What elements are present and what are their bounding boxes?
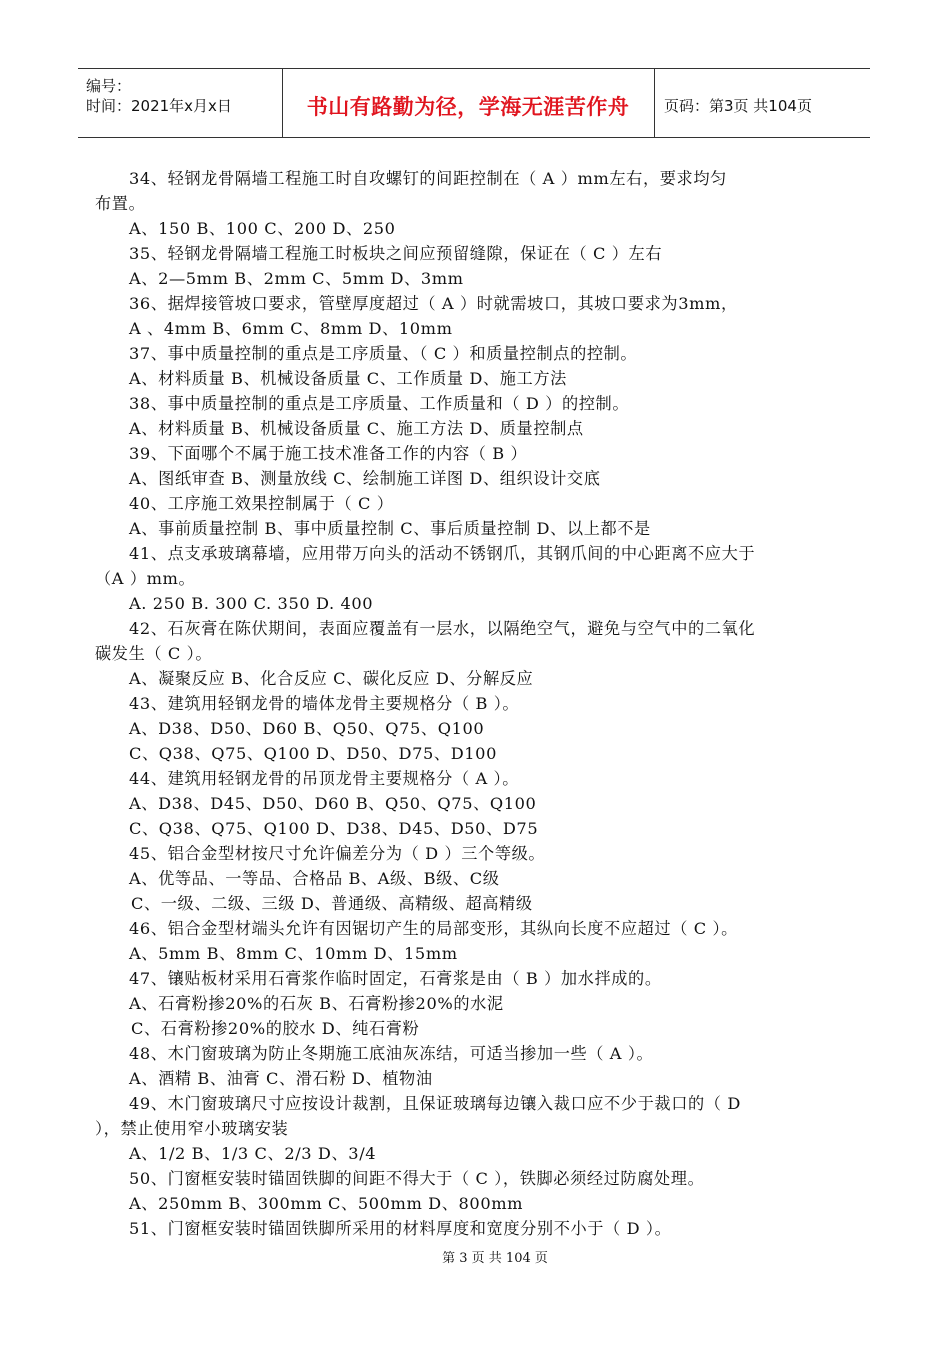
text-line: A、5mm B、8mm C、10mm D、15mm bbox=[129, 944, 458, 963]
text-line: A、事前质量控制 B、事中质量控制 C、事后质量控制 D、以上都不是 bbox=[129, 519, 651, 538]
header-page-cell bbox=[654, 69, 870, 137]
text-line: A 、4mm B、6mm C、8mm D、10mm bbox=[129, 319, 453, 338]
text-line: 39、下面哪个不属于施工技术准备工作的内容（ B ） bbox=[129, 444, 528, 463]
text-line: A、凝聚反应 B、化合反应 C、碳化反应 D、分解反应 bbox=[129, 669, 534, 688]
text-line: 37、事中质量控制的重点是工序质量、（ C ）和质量控制点的控制。 bbox=[129, 344, 638, 363]
text-line: A、2—5mm B、2mm C、5mm D、3mm bbox=[129, 269, 464, 288]
document-time-label: 时间：2021年x月x日 bbox=[86, 97, 232, 115]
page-footer: 第 3 页 共 104 页 bbox=[442, 1251, 548, 1266]
text-line: 51、门窗框安装时锚固铁脚所采用的材料厚度和宽度分别不小于（ D ）。 bbox=[129, 1219, 672, 1238]
text-line: C、一级、二级、三级 D、普通级、高精级、超高精级 bbox=[131, 894, 533, 913]
text-line: 布置。 bbox=[95, 194, 146, 213]
text-line: 34、轻钢龙骨隔墙工程施工时自攻螺钉的间距控制在（ A ）mm左右，要求均匀 bbox=[129, 169, 727, 188]
header-page-number: 页码：第3页 共104页 bbox=[664, 97, 812, 115]
text-line: A、150 B、100 C、200 D、250 bbox=[129, 219, 396, 238]
text-line: 43、建筑用轻钢龙骨的墙体龙骨主要规格分（ B ）。 bbox=[129, 694, 520, 713]
text-line: A、优等品、一等品、合格品 B、A级、B级、C级 bbox=[129, 869, 500, 888]
text-line: A、石膏粉掺20%的石灰 B、石膏粉掺20%的水泥 bbox=[129, 994, 504, 1013]
text-line: 48、木门窗玻璃为防止冬期施工底油灰冻结，可适当掺加一些（ A ）。 bbox=[129, 1044, 654, 1063]
header-meta-cell bbox=[78, 69, 283, 137]
header-motto: 书山有路勤为径，学海无涯苦作舟 bbox=[306, 95, 630, 119]
text-line: 50、门窗框安装时锚固铁脚的间距不得大于（ C ），铁脚必须经过防腐处理。 bbox=[129, 1169, 705, 1188]
text-line: 49、木门窗玻璃尺寸应按设计裁割，且保证玻璃每边镶入裁口应不少于裁口的（ D bbox=[129, 1094, 741, 1113]
text-line: 36、据焊接管坡口要求，管壁厚度超过（ A ）时就需坡口，其坡口要求为3mm， bbox=[129, 294, 738, 313]
text-line: C、石膏粉掺20%的胶水 D、纯石膏粉 bbox=[131, 1019, 420, 1038]
text-line: A、酒精 B、油膏 C、滑石粉 D、植物油 bbox=[129, 1069, 433, 1088]
text-line: A. 250 B. 300 C. 350 D. 400 bbox=[129, 594, 374, 613]
text-line: 碳发生（ C ）。 bbox=[95, 644, 213, 663]
question-list bbox=[95, 166, 850, 1241]
text-line: A、材料质量 B、机械设备质量 C、施工方法 D、质量控制点 bbox=[129, 419, 584, 438]
text-line: 40、工序施工效果控制属于（ C ） bbox=[129, 494, 394, 513]
text-line: A、图纸审查 B、测量放线 C、绘制施工详图 D、组织设计交底 bbox=[129, 469, 601, 488]
text-line: C、Q38、Q75、Q100 D、D50、D75、D100 bbox=[129, 744, 497, 763]
text-line: 46、铝合金型材端头允许有因锯切产生的局部变形，其纵向长度不应超过（ C ）。 bbox=[129, 919, 738, 938]
text-line: A、材料质量 B、机械设备质量 C、工作质量 D、施工方法 bbox=[129, 369, 567, 388]
document-number-label: 编号： bbox=[86, 77, 132, 95]
header-motto-cell bbox=[282, 69, 655, 137]
text-line: 44、建筑用轻钢龙骨的吊顶龙骨主要规格分（ A ）。 bbox=[129, 769, 520, 788]
text-line: C、Q38、Q75、Q100 D、D38、D45、D50、D75 bbox=[129, 819, 539, 838]
text-line: 41、点支承玻璃幕墙，应用带万向头的活动不锈钢爪，其钢爪间的中心距离不应大于 bbox=[129, 544, 756, 563]
text-line: A、1/2 B、1/3 C、2/3 D、3/4 bbox=[129, 1144, 377, 1163]
text-line: A、250mm B、300mm C、500mm D、800mm bbox=[129, 1194, 524, 1213]
text-line: A、D38、D50、D60 B、Q50、Q75、Q100 bbox=[129, 719, 485, 738]
text-line: 42、石灰膏在陈伏期间，表面应覆盖有一层水，以隔绝空气，避免与空气中的二氧化 bbox=[129, 619, 756, 638]
text-line: 45、铝合金型材按尺寸允许偏差分为（ D ）三个等级。 bbox=[129, 844, 546, 863]
page-header bbox=[78, 68, 870, 138]
text-line: ），禁止使用窄小玻璃安装 bbox=[95, 1119, 289, 1138]
text-line: （A ）mm。 bbox=[95, 569, 196, 588]
text-line: 35、轻钢龙骨隔墙工程施工时板块之间应预留缝隙，保证在（ C ）左右 bbox=[129, 244, 663, 263]
text-line: 47、镶贴板材采用石膏浆作临时固定，石膏浆是由（ B ）加水拌成的。 bbox=[129, 969, 662, 988]
text-line: 38、事中质量控制的重点是工序质量、工作质量和（ D ）的控制。 bbox=[129, 394, 630, 413]
text-line: A、D38、D45、D50、D60 B、Q50、Q75、Q100 bbox=[129, 794, 537, 813]
